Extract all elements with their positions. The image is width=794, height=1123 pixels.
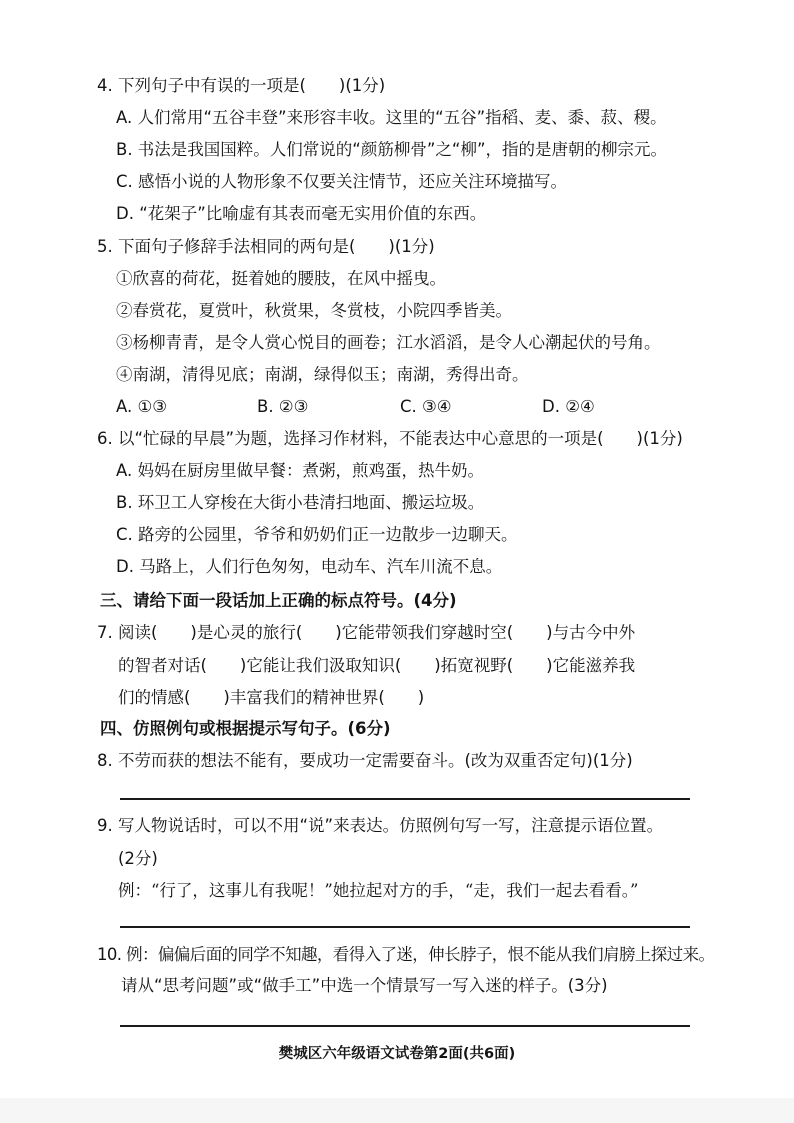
- q6-option-c: C. 路旁的公园里，爷爷和奶奶们正一边散步一边聊天。: [116, 525, 518, 544]
- q9-stem-line-1: 9. 写人物说话时，可以不用“说”来表达。仿照例句写一写，注意提示语位置。: [97, 816, 664, 835]
- q5-stem: 5. 下面句子修辞手法相同的两句是( )(1分): [97, 237, 435, 256]
- q5-item-4: ④南湖，清得见底；南湖，绿得似玉；南湖，秀得出奇。: [116, 365, 529, 384]
- q6-option-a: A. 妈妈在厨房里做早餐：煮粥，煎鸡蛋，热牛奶。: [116, 461, 484, 480]
- scan-bottom-band: [0, 1098, 794, 1123]
- q10-stem-line-1: 10. 例：偏偏后面的同学不知趣，看得入了迷，伸长脖子，恨不能从我们肩膀上探过来。: [97, 945, 715, 964]
- q8-answer-line[interactable]: [120, 798, 690, 800]
- q8-stem: 8. 不劳而获的想法不能有，要成功一定需要奋斗。(改为双重否定句)(1分): [97, 751, 633, 770]
- page-footer: 樊城区六年级语文试卷第2面(共6面): [278, 1046, 516, 1062]
- q9-answer-line[interactable]: [120, 926, 690, 928]
- q7-line-3: 们的情感( )丰富我们的精神世界( ): [118, 688, 425, 707]
- q6-option-d: D. 马路上，人们行色匆匆，电动车、汽车川流不息。: [116, 557, 503, 576]
- q4-option-b: B. 书法是我国国粹。人们常说的“颜筋柳骨”之“柳”，指的是唐朝的柳宗元。: [116, 140, 668, 159]
- q4-stem: 4. 下列句子中有误的一项是( )(1分): [97, 76, 386, 95]
- q4-option-d: D. “花架子”比喻虚有其表而毫无实用价值的东西。: [116, 204, 487, 223]
- q5-option-b: B. ②③: [257, 397, 309, 416]
- q7-line-1: 7. 阅读( )是心灵的旅行( )它能带领我们穿越时空( )与古今中外: [97, 623, 636, 642]
- q9-stem-line-2: (2分): [118, 849, 158, 868]
- section-3-title: 三、请给下面一段话加上正确的标点符号。(4分): [100, 591, 457, 610]
- q10-stem-line-2: 请从“思考问题”或“做手工”中选一个情景写一写入迷的样子。(3分): [121, 976, 608, 995]
- q5-option-d: D. ②④: [542, 397, 595, 416]
- q5-item-2: ②春赏花，夏赏叶，秋赏果，冬赏枝，小院四季皆美。: [116, 301, 512, 320]
- q4-option-a: A. 人们常用“五谷丰登”来形容丰收。这里的“五谷”指稻、麦、黍、菽、稷。: [116, 108, 667, 127]
- q4-option-c: C. 感悟小说的人物形象不仅要关注情节，还应关注环境描写。: [116, 172, 568, 191]
- q5-item-1: ①欣喜的荷花，挺着她的腰肢，在风中摇曳。: [116, 269, 446, 288]
- q5-item-3: ③杨柳青青，是令人赏心悦目的画卷；江水滔滔，是令人心潮起伏的号角。: [116, 333, 661, 352]
- section-4-title: 四、仿照例句或根据提示写句子。(6分): [100, 719, 391, 738]
- q5-option-a: A. ①③: [116, 397, 168, 416]
- q9-example: 例：“行了，这事儿有我呢！”她拉起对方的手，“走，我们一起去看看。”: [118, 881, 639, 900]
- q7-line-2: 的智者对话( )它能让我们汲取知识( )拓宽视野( )它能滋养我: [118, 656, 636, 675]
- q6-stem: 6. 以“忙碌的早晨”为题，选择习作材料，不能表达中心意思的一项是( )(1分): [97, 429, 683, 448]
- q6-option-b: B. 环卫工人穿梭在大街小巷清扫地面、搬运垃圾。: [116, 493, 485, 512]
- q5-option-c: C. ③④: [400, 397, 452, 416]
- q10-answer-line[interactable]: [120, 1025, 690, 1027]
